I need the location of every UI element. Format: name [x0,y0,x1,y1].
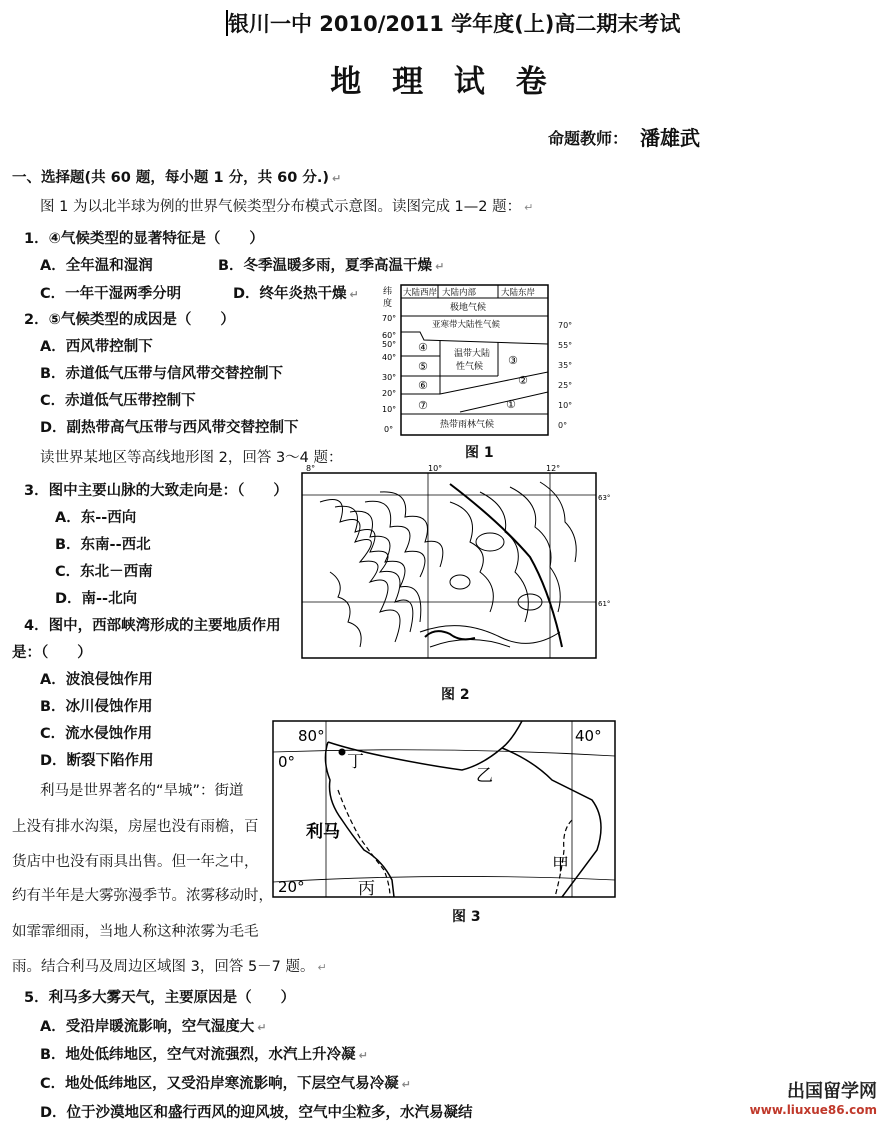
fig1-lat-left-0: 0° [384,425,394,434]
q1-option-b: B．冬季温暖多雨，夏季高温干燥 ↵ [218,258,445,274]
fig1-region-3: ③ [508,354,518,367]
q2-option-c: C．赤道低气压带控制下 [40,393,196,409]
fig3-label-ding: 丁 [347,752,364,772]
fig1-lat-right-25: 25° [558,381,573,390]
q1-option-c: C．一年干湿两季分明 [40,286,182,302]
fig1-region-5: ⑤ [418,360,428,373]
watermark-url: www.liuxue86.com [749,1103,877,1117]
fig1-temperate-2: 性气候 [456,362,484,372]
fig3-label-bing: 丙 [358,879,375,898]
fig1-lat-right-10: 10° [558,401,573,410]
fig3-lat-0: 0° [278,753,296,771]
fig3-label-lima: 利马 [306,822,340,842]
site-watermark [750,1077,877,1117]
fig1-region-1: ① [506,398,516,411]
q4-option-d: D．断裂下陷作用 [40,753,154,769]
fig1-region-6: ⑥ [418,379,428,392]
q1-stem: 1．④气候类型的显著特征是（ ） [24,231,264,247]
fig1-tropical-rain: 热带雨林气候 [440,420,495,430]
q1-option-d: D．终年炎热干燥 ↵ [233,286,359,302]
q5-option-d: D．位于沙漠地区和盛行西风的迎风坡，空气中尘粒多，水汽易凝结 [40,1105,473,1121]
q2-option-d: D．副热带高气压带与西风带交替控制下 [40,420,299,436]
subject-title: 地 理 试 卷 [330,64,557,100]
fig1-lat-right-55: 55° [558,341,573,350]
fig2-caption: 图 2 [441,687,470,703]
fig1-region-2: ② [518,374,528,387]
fig3-caption: 图 3 [452,909,481,925]
fig3-lon-80: 80° [298,727,325,745]
fig2-lat-63: 63° [598,494,611,502]
fig1-subarctic: 亚寒带大陆性气候 [432,320,501,330]
fig1-polar: 极地气候 [450,303,487,313]
q1-option-a: A．全年温和湿润 [40,258,153,274]
fig3-label-yi: 乙 [476,766,493,786]
fig1-region-4: ④ [418,341,428,354]
passage-line-4: 约有半年是大雾弥漫季节。浓雾移动时， [12,888,273,904]
fig1-lat-right [558,316,572,436]
fig1-lat-label-2: 度 [383,299,393,309]
passage-line-3: 货店中也没有雨具出售。但一年之中， [12,854,259,870]
exam-header-title: 银川一中 2010/2011 学年度(上)高二期末考试 [228,12,681,36]
q2-option-b: B．赤道低气压带与信风带交替控制下 [40,366,284,382]
fig1-lat-right-35: 35° [558,361,573,370]
figure-2-contour-map [300,462,628,660]
fig3-lat-20: 20° [278,878,305,896]
fig1-lat-right-0: 0° [558,421,568,430]
passage-line-5: 如霏霏细雨，当地人称这种浓雾为毛毛 [12,924,259,940]
fig1-lat-left-10: 10° [382,405,397,414]
passage-line-6: 雨。结合利马及周边区域图 3，回答 5－7 题。 ↵ [12,959,327,975]
q4-stem: 4．图中，西部峡湾形成的主要地质作用 [24,618,281,634]
passage-line-1: 利马是世界著名的“旱城”：街道 [40,783,244,799]
q3-option-a: A．东--西向 [55,510,137,526]
q3-option-b: B．东南--西北 [55,537,151,553]
fig3-label-jia: 甲 [552,855,569,875]
figure-3-lima-map [272,720,616,898]
q3-stem: 3．图中主要山脉的大致走向是：（ ） [24,483,288,499]
fig1-lat-left-50: 50° [382,340,397,349]
fig1-col-west: 大陆西岸 [403,288,438,298]
q4-option-b: B．冰川侵蚀作用 [40,699,153,715]
fig1-col-east: 大陆东岸 [501,288,536,298]
q2-option-a: A．西风带控制下 [40,339,153,355]
fig2-lon-8: 8° [306,464,316,473]
q4-stem-cont: 是：（ ） [12,645,92,661]
author-name: 潘雄武 [640,126,700,150]
fig1-caption: 图 1 [465,445,494,461]
fig1-region-7: ⑦ [418,399,428,412]
figure-1-climate-model [380,284,558,436]
q4-option-a: A．波浪侵蚀作用 [40,672,153,688]
q3-option-c: C．东北－西南 [55,564,153,580]
fig1-temperate-1: 温带大陆 [454,349,491,359]
fig2-lon-12: 12° [546,464,561,473]
fig1-lat-left-70: 70° [382,314,397,323]
intro-2: 读世界某地区等高线地形图 2，回答 3～4 题： [40,450,343,466]
q5-stem: 5．利马多大雾天气，主要原因是（ ） [24,990,296,1006]
q4-option-c: C．流水侵蚀作用 [40,726,153,742]
fig3-lon-40: 40° [575,727,602,745]
fig1-lat-left-20: 20° [382,389,397,398]
q5-option-c: C．地处低纬地区，又受沿岸寒流影响，下层空气易冷凝 ↵ [40,1076,411,1092]
fig2-lat-61: 61° [598,600,611,608]
q3-option-d: D．南--北向 [55,591,138,607]
intro-1: 图 1 为以北半球为例的世界气候类型分布模式示意图。读图完成 1—2 题： ↵ [40,199,534,215]
fig1-lat-left-30: 30° [382,373,397,382]
fig1-lat-left-40: 40° [382,353,397,362]
passage-line-2: 上没有排水沟渠，房屋也没有雨檐，百 [12,819,259,835]
watermark-name: 出国留学网 [787,1081,877,1102]
fig2-lon-10: 10° [428,464,443,473]
q2-stem: 2．⑤气候类型的成因是（ ） [24,312,235,328]
fig1-lat-left-60: 60° [382,331,397,340]
fig1-lat-label-1: 纬 [383,287,393,297]
section-heading: 一、选择题(共 60 题，每小题 1 分，共 60 分.) ↵ [12,170,342,186]
fig1-lat-right-70: 70° [558,321,573,330]
fig1-col-inner: 大陆内部 [442,288,477,298]
q5-option-b: B．地处低纬地区，空气对流强烈，水汽上升冷凝 ↵ [40,1047,368,1063]
q5-option-a: A．受沿岸暖流影响，空气湿度大 ↵ [40,1019,267,1035]
author-label: 命题教师： [548,129,629,148]
